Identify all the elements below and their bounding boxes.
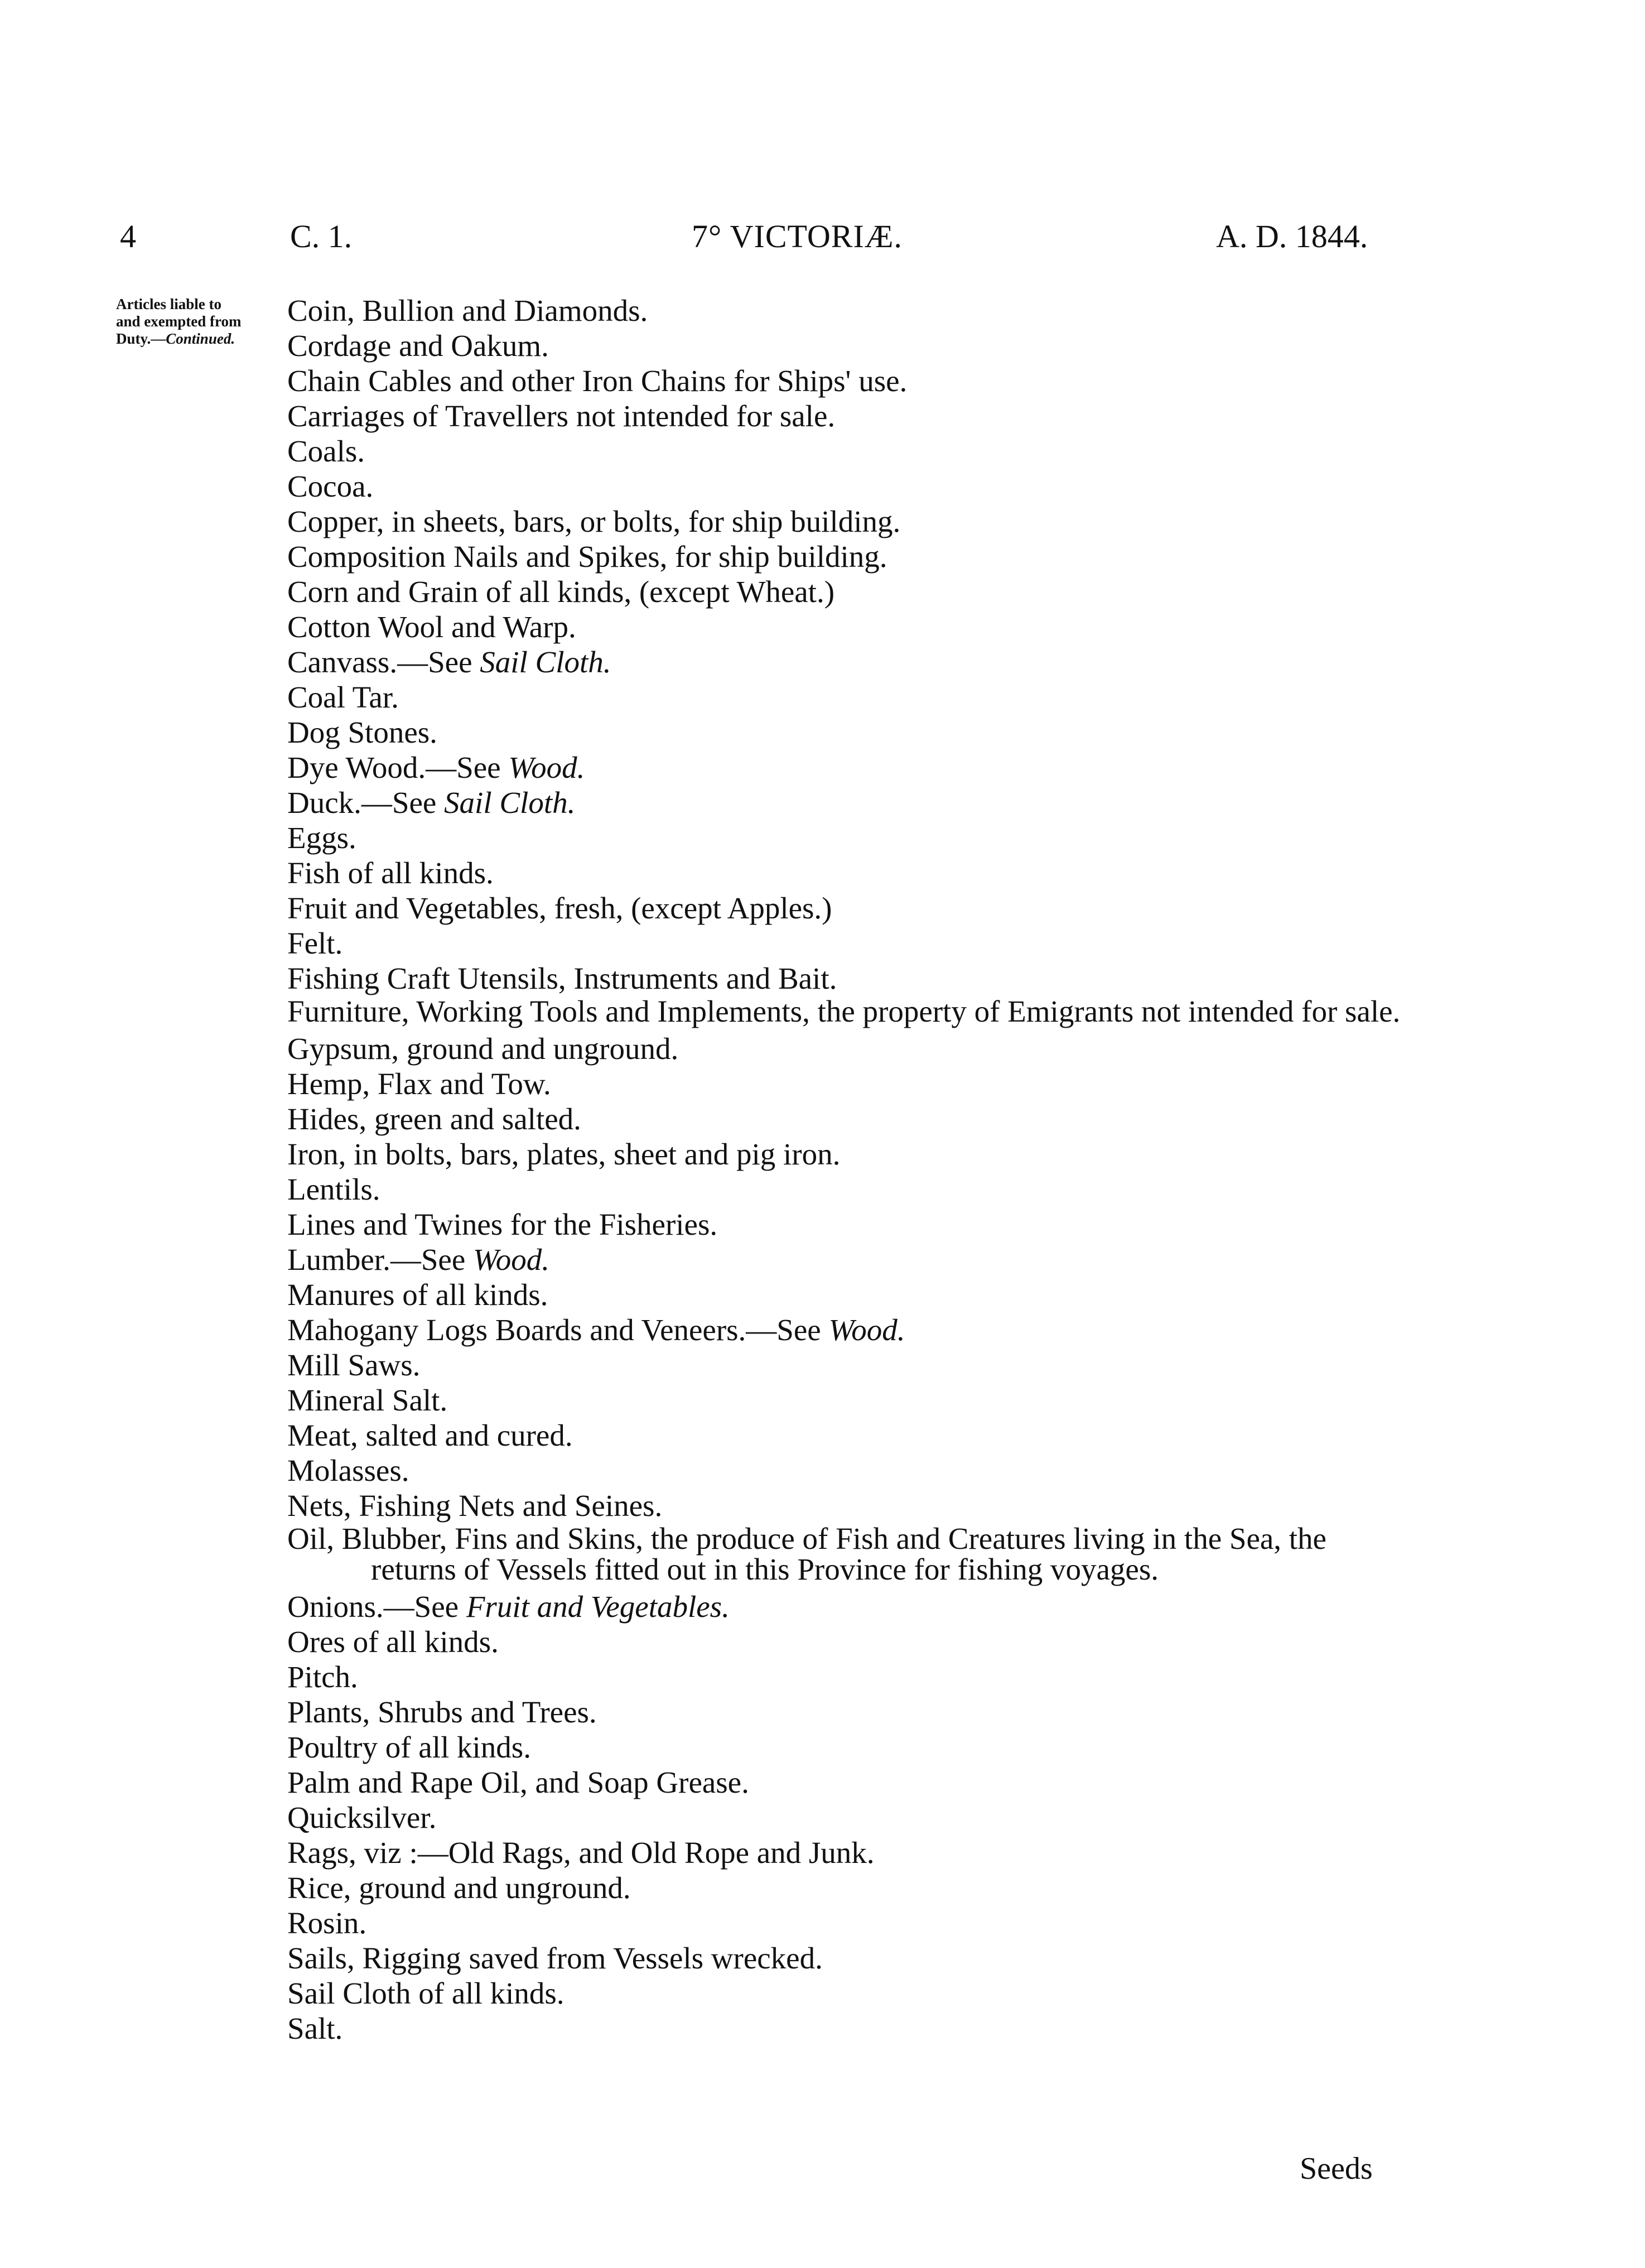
item-text: Hemp, Flax and Tow. xyxy=(287,1067,551,1101)
list-item xyxy=(287,890,1408,926)
list-item xyxy=(287,1835,1408,1870)
list-item xyxy=(287,1312,1408,1347)
item-text: Rags, viz :—Old Rags, and Old Rope and Junk. xyxy=(287,1836,875,1870)
list-item xyxy=(287,1976,1408,2011)
exempt-articles-list xyxy=(287,293,1408,2046)
cross-reference: Sail Cloth. xyxy=(480,645,611,679)
item-text: Coal Tar. xyxy=(287,680,399,714)
list-item xyxy=(287,715,1408,750)
item-text: Salt. xyxy=(287,2011,343,2045)
cross-reference: Fruit and Vegetables. xyxy=(466,1590,730,1624)
regnal-year-title: 7° VICTORIÆ. xyxy=(692,218,903,254)
margin-note-prefix: Duty.— xyxy=(116,330,166,347)
margin-note-line: Articles liable to xyxy=(116,296,221,312)
list-item xyxy=(287,1659,1408,1694)
list-item xyxy=(287,1765,1408,1800)
item-text: Fruit and Vegetables, fresh, (except Apples.) xyxy=(287,891,832,925)
list-item xyxy=(287,1523,1408,1585)
list-item xyxy=(287,750,1408,785)
list-item xyxy=(287,996,1408,1027)
item-text: Poultry of all kinds. xyxy=(287,1730,531,1764)
list-item xyxy=(287,785,1408,820)
margin-note-continued: Continued. xyxy=(166,330,235,347)
item-text: Coals. xyxy=(287,434,365,468)
list-item xyxy=(287,1488,1408,1523)
item-text: Lentils. xyxy=(287,1172,380,1206)
item-text: Molasses. xyxy=(287,1453,409,1487)
list-item xyxy=(287,1800,1408,1835)
list-item xyxy=(287,1277,1408,1312)
list-item xyxy=(287,504,1408,539)
list-item xyxy=(287,1730,1408,1765)
item-text: Copper, in sheets, bars, or bolts, for ship building. xyxy=(287,504,901,538)
item-text: Fishing Craft Utensils, Instruments and Bait. xyxy=(287,961,837,995)
item-text: Hides, green and salted. xyxy=(287,1102,581,1136)
list-item xyxy=(287,1589,1408,1624)
item-text: Composition Nails and Spikes, for ship building. xyxy=(287,540,887,574)
item-text: Carriages of Travellers not intended for sale. xyxy=(287,399,836,433)
cross-reference: Sail Cloth. xyxy=(444,786,576,820)
list-item xyxy=(287,293,1408,328)
item-text: Fish of all kinds. xyxy=(287,856,494,890)
list-item xyxy=(287,1242,1408,1277)
item-text: Cocoa. xyxy=(287,469,374,503)
cross-reference: Wood. xyxy=(472,1243,550,1277)
list-item xyxy=(287,328,1408,363)
item-text: Cordage and Oakum. xyxy=(287,329,549,363)
list-item xyxy=(287,1031,1408,1066)
item-text: Duck.—See xyxy=(287,786,445,820)
list-item xyxy=(287,1940,1408,1976)
list-item xyxy=(287,644,1408,680)
list-item xyxy=(287,1905,1408,1940)
item-text: Nets, Fishing Nets and Seines. xyxy=(287,1489,663,1523)
item-text: Cotton Wool and Warp. xyxy=(287,610,576,644)
item-text: Onions.—See xyxy=(287,1590,466,1624)
item-text: Meat, salted and cured. xyxy=(287,1418,573,1452)
item-text: Felt. xyxy=(287,926,343,960)
item-text: Rice, ground and unground. xyxy=(287,1871,631,1905)
list-item xyxy=(287,961,1408,996)
item-text: Quicksilver. xyxy=(287,1800,437,1834)
item-text: Sail Cloth of all kinds. xyxy=(287,1976,565,2010)
item-text: Canvass.—See xyxy=(287,645,480,679)
item-text: Lines and Twines for the Fisheries. xyxy=(287,1207,718,1241)
list-item xyxy=(287,469,1408,504)
list-item xyxy=(287,1418,1408,1453)
list-item xyxy=(287,2011,1408,2046)
cross-reference: Wood. xyxy=(828,1313,905,1347)
item-text: Gypsum, ground and unground. xyxy=(287,1032,679,1066)
item-text: Manures of all kinds. xyxy=(287,1278,548,1312)
item-text: Dye Wood.—See xyxy=(287,750,509,784)
list-item xyxy=(287,1624,1408,1659)
list-item xyxy=(287,926,1408,961)
list-item xyxy=(287,855,1408,890)
item-text: Lumber.—See xyxy=(287,1243,473,1277)
item-text: Rosin. xyxy=(287,1906,367,1940)
page-number: 4 xyxy=(120,218,136,254)
list-item xyxy=(287,1383,1408,1418)
item-text: Iron, in bolts, bars, plates, sheet and pig iron. xyxy=(287,1137,841,1171)
item-text: Chain Cables and other Iron Chains for Ships' use. xyxy=(287,364,908,398)
item-text: Coin, Bullion and Diamonds. xyxy=(287,293,648,328)
item-text: Corn and Grain of all kinds, (except Wheat.) xyxy=(287,575,835,609)
list-item xyxy=(287,1207,1408,1242)
cross-reference: Wood. xyxy=(508,750,585,784)
margin-note-line xyxy=(116,330,295,348)
list-item xyxy=(287,574,1408,609)
item-text: Mineral Salt. xyxy=(287,1383,448,1417)
catchword: Seeds xyxy=(1300,2151,1373,2186)
item-text: Ores of all kinds. xyxy=(287,1625,499,1659)
list-item xyxy=(287,1066,1408,1101)
list-item xyxy=(287,1172,1408,1207)
item-text: Palm and Rape Oil, and Soap Grease. xyxy=(287,1765,749,1799)
margin-note xyxy=(116,296,295,348)
list-item xyxy=(287,398,1408,434)
list-item xyxy=(287,363,1408,398)
year-of-act: A. D. 1844. xyxy=(1216,218,1368,254)
item-text: Sails, Rigging saved from Vessels wrecked. xyxy=(287,1941,823,1975)
list-item xyxy=(287,434,1408,469)
list-item xyxy=(287,609,1408,644)
running-header xyxy=(0,218,1645,268)
item-text: Dog Stones. xyxy=(287,715,437,749)
item-text: Eggs. xyxy=(287,821,356,855)
list-item xyxy=(287,1347,1408,1383)
list-item xyxy=(287,1453,1408,1488)
list-item xyxy=(287,1694,1408,1730)
chapter-number: C. 1. xyxy=(290,218,353,254)
item-text: Plants, Shrubs and Trees. xyxy=(287,1695,597,1729)
list-item xyxy=(287,1101,1408,1137)
item-text: Mahogany Logs Boards and Veneers.—See xyxy=(287,1313,829,1347)
list-item xyxy=(287,539,1408,574)
list-item xyxy=(287,820,1408,855)
item-text: Pitch. xyxy=(287,1660,358,1694)
item-text: Oil, Blubber, Fins and Skins, the produce of Fish and Creatures living in the Sea, the returns of Vessels fitted out in this Province for fishing voyages. xyxy=(287,1521,1326,1586)
list-item xyxy=(287,1870,1408,1905)
list-item xyxy=(287,1137,1408,1172)
item-text: Mill Saws. xyxy=(287,1348,421,1382)
list-item xyxy=(287,680,1408,715)
margin-note-line: and exempted from xyxy=(116,313,242,330)
item-text: Furniture, Working Tools and Implements, the property of Emigrants not intended for sale. xyxy=(287,994,1401,1028)
